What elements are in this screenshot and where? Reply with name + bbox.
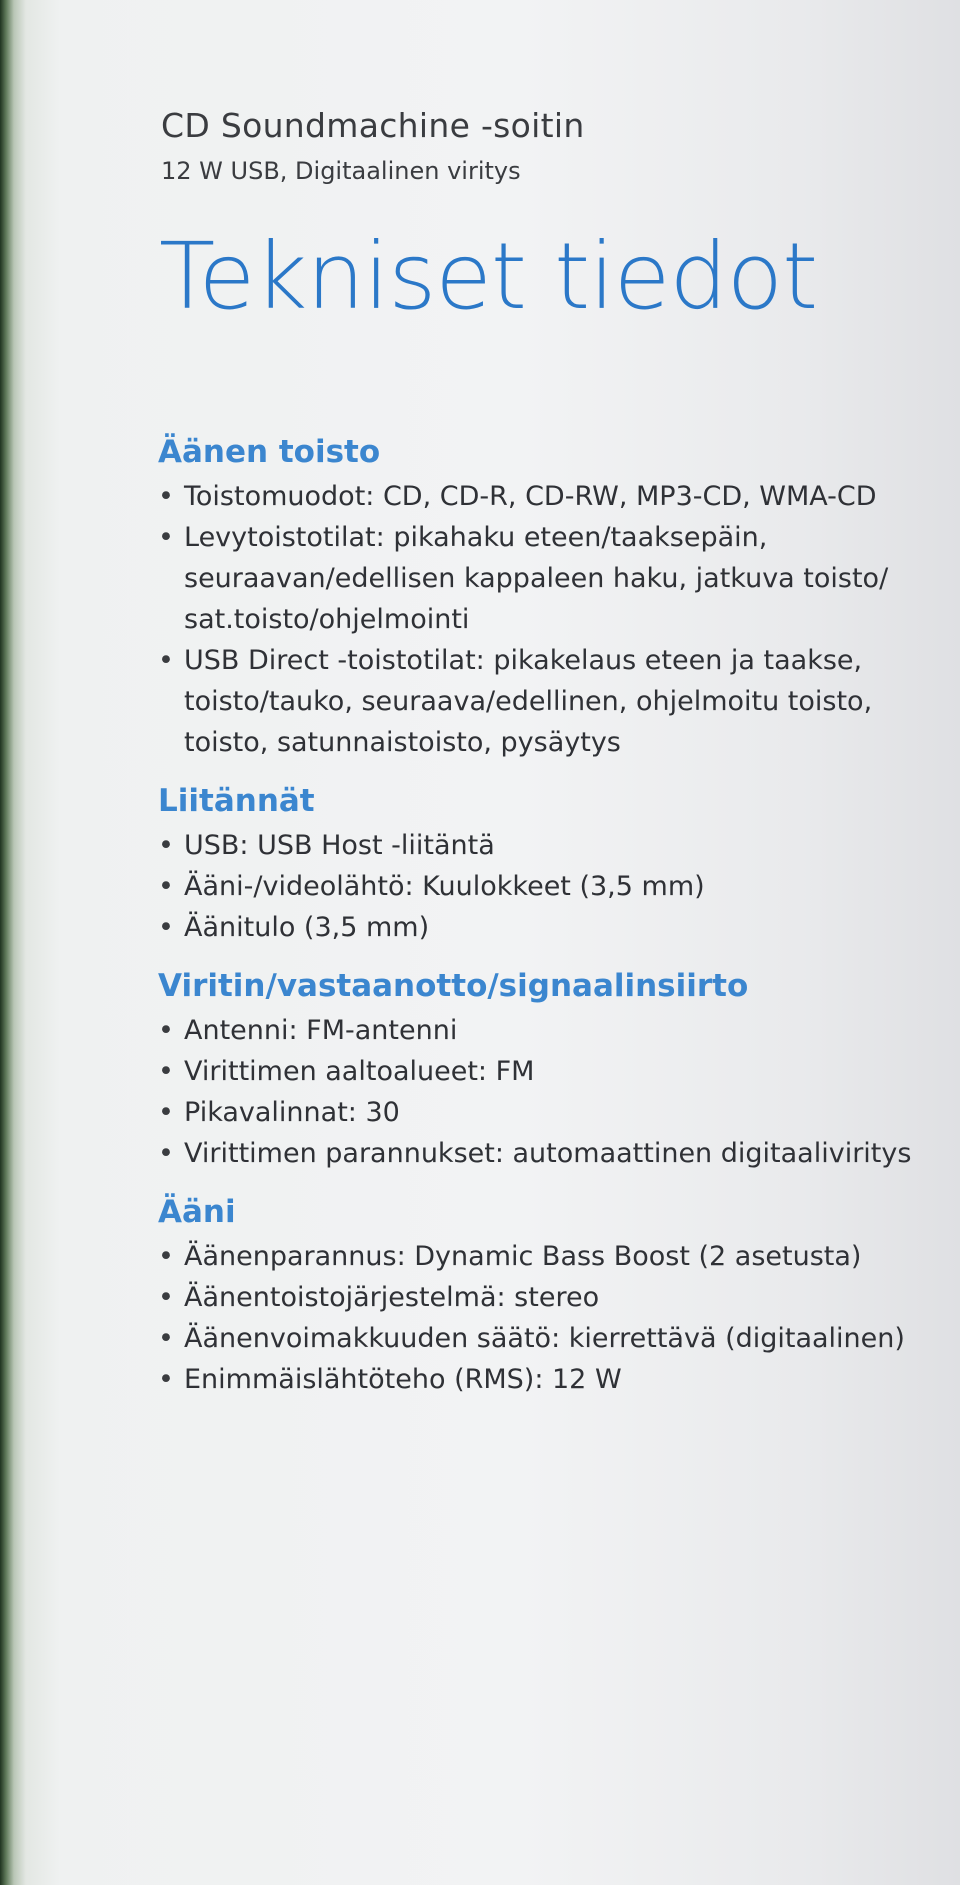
section-heading: Ääni [158, 1194, 236, 1230]
bullet-icon: • [158, 1241, 174, 1272]
section-heading: Äänen toisto [158, 434, 381, 470]
product-title: CD Soundmachine -soitin [161, 106, 585, 145]
list-item [158, 1277, 948, 1318]
item-text: Äänenparannus: Dynamic Bass Boost (2 asetusta) [184, 1241, 862, 1272]
item-text: Levytoistotilat: pikahaku eteen/taaksepäin, seuraavan/edellisen kappaleen haku, jatkuva toisto/ sat.toisto/ohjelmointi [184, 522, 889, 635]
item-text: Äänitulo (3,5 mm) [184, 912, 430, 943]
section-tuner [158, 966, 948, 1174]
bullet-icon: • [158, 1364, 174, 1395]
list-item [158, 866, 948, 907]
bullet-icon: • [158, 481, 174, 512]
bullet-icon: • [158, 522, 174, 553]
list-item [158, 1359, 948, 1400]
bullet-icon: • [158, 912, 174, 943]
bullet-icon: • [158, 871, 174, 902]
list-item [158, 640, 948, 763]
item-text: Pikavalinnat: 30 [184, 1097, 400, 1128]
list-item [158, 517, 948, 640]
bullet-icon: • [158, 1282, 174, 1313]
bullet-icon: • [158, 1138, 174, 1169]
list-item [158, 1010, 948, 1051]
item-text: Toistomuodot: CD, CD-R, CD-RW, MP3-CD, WMA-CD [184, 481, 877, 512]
list-item [158, 907, 948, 948]
bullet-icon: • [158, 1323, 174, 1354]
section-sound [158, 1192, 948, 1400]
list-item [158, 1092, 948, 1133]
product-subtitle: 12 W USB, Digitaalinen viritys [161, 157, 521, 185]
spec-sections [158, 432, 948, 1418]
page-title: Tekniset tiedot [159, 223, 818, 330]
bullet-icon: • [158, 1097, 174, 1128]
item-text: Virittimen aaltoalueet: FM [184, 1056, 535, 1087]
list-item [158, 476, 948, 517]
item-text: Enimmäislähtöteho (RMS): 12 W [184, 1364, 622, 1395]
list-item [158, 1236, 948, 1277]
list-item [158, 1051, 948, 1092]
list-item [158, 1318, 948, 1359]
bullet-icon: • [158, 830, 174, 861]
item-text: Ääni-/videolähtö: Kuulokkeet (3,5 mm) [184, 871, 705, 902]
section-playback [158, 432, 948, 763]
item-text: Äänentoistojärjestelmä: stereo [184, 1282, 600, 1313]
bullet-icon: • [158, 1015, 174, 1046]
item-text: Virittimen parannukset: automaattinen digitaaliviritys [184, 1138, 912, 1169]
list-item [158, 1133, 948, 1174]
item-text: USB: USB Host -liitäntä [184, 830, 495, 861]
item-text: Äänenvoimakkuuden säätö: kierrettävä (digitaalinen) [184, 1323, 905, 1354]
item-text: Antenni: FM-antenni [184, 1015, 458, 1046]
item-text: USB Direct -toistotilat: pikakelaus eteen ja taakse, toisto/tauko, seuraava/edellinen, ohjelmoitu toisto, toisto, satunnaistoisto, pysäytys [184, 645, 873, 758]
bullet-icon: • [158, 1056, 174, 1087]
section-heading: Viritin/vastaanotto/signaalinsiirto [158, 968, 749, 1004]
section-connections [158, 781, 948, 948]
list-item [158, 825, 948, 866]
bullet-icon: • [158, 645, 174, 676]
section-heading: Liitännät [158, 783, 315, 819]
